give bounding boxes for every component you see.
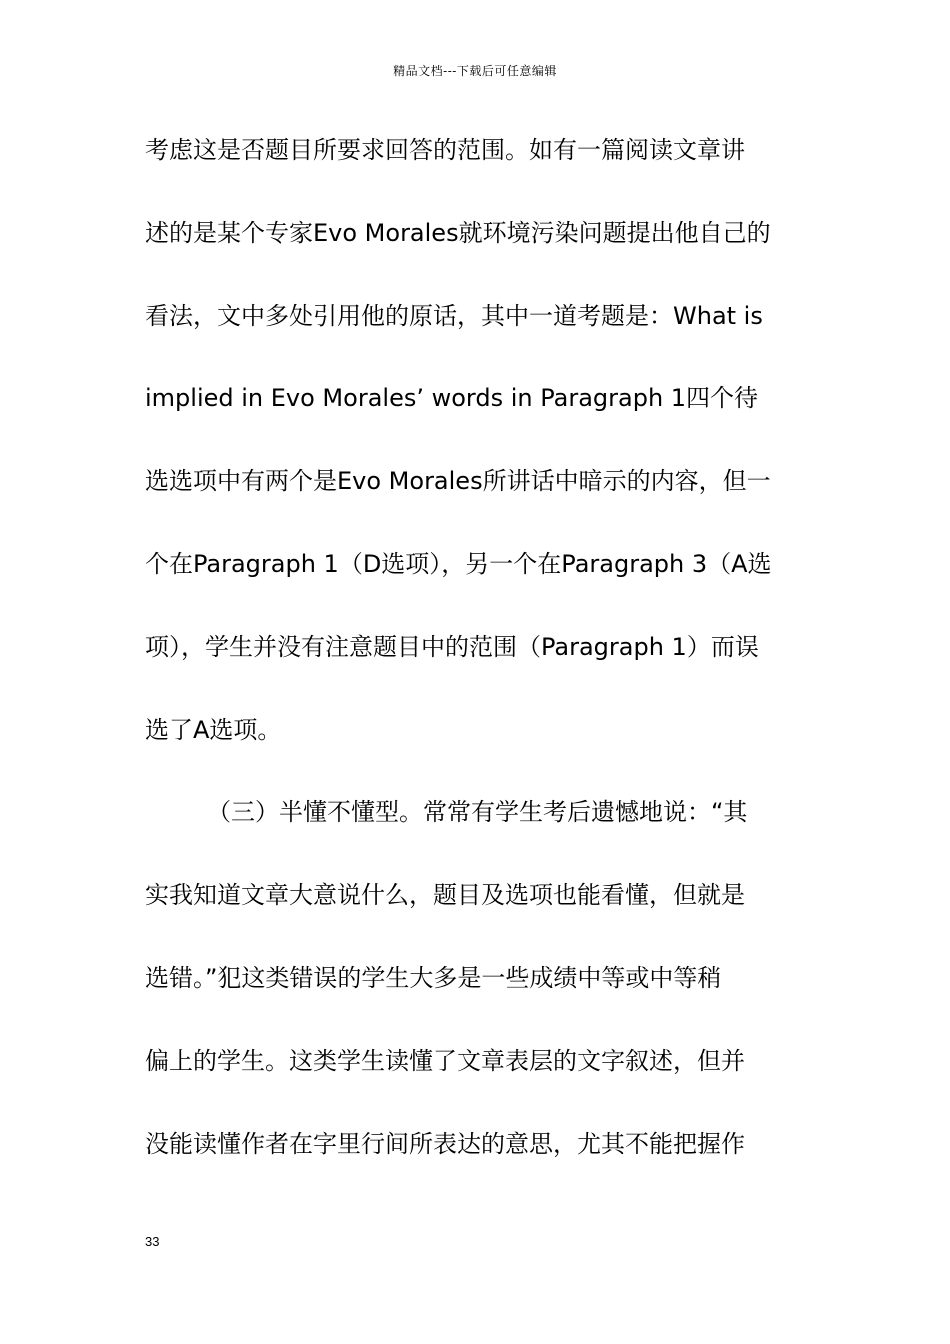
text-line: （三）半懂不懂型。常常有学生考后遗憾地说：“其 [207, 798, 748, 827]
text-line: 选选项中有两个是Evo Morales所讲话中暗示的内容，但一 [145, 467, 771, 496]
text-line: 选了A选项。 [145, 715, 282, 744]
page-number: 33 [145, 1234, 160, 1249]
text-line: 考虑这是否题目所要求回答的范围。如有一篇阅读文章讲 [145, 136, 745, 164]
text-line: 项），学生并没有注意题目中的范围（Paragraph 1）而误 [145, 632, 759, 661]
text-line: 实我知道文章大意说什么，题目及选项也能看懂，但就是 [145, 881, 745, 910]
text-line: implied in Evo Morales’ words in Paragraph 1四个待 [145, 384, 759, 413]
text-line: 看法，文中多处引用他的原话，其中一道考题是：What is [145, 301, 763, 330]
text-line: 个在Paragraph 1（D选项），另一个在Paragraph 3（A选 [145, 549, 772, 578]
body-text [145, 126, 825, 1202]
text-line: 选错。”犯这类错误的学生大多是一些成绩中等或中等稍 [145, 963, 722, 992]
text-line: 偏上的学生。这类学生读懂了文章表层的文字叙述，但并 [145, 1046, 745, 1075]
text-line: 没能读懂作者在字里行间所表达的意思，尤其不能把握作 [145, 1129, 745, 1158]
page-header: 精品文档---下载后可任意编辑 [393, 64, 557, 78]
text-line: 述的是某个专家Evo Morales就环境污染问题提出他自己的 [145, 218, 771, 247]
